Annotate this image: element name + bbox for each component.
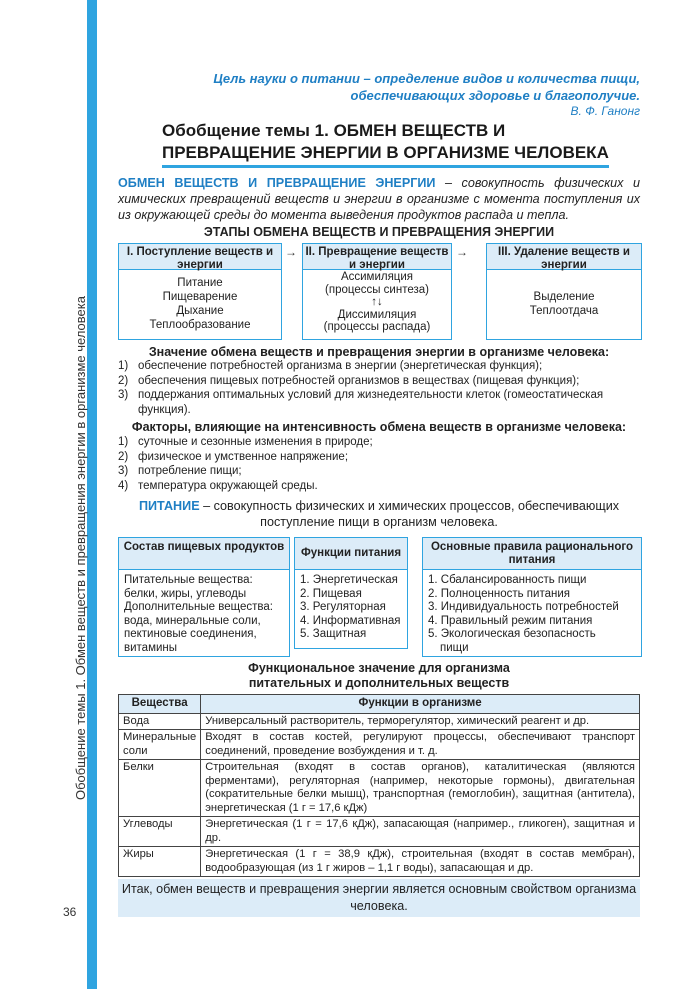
table-row: Минеральные соли Входят в состав костей, регулируют процессы, обеспечивают транспорт соединений, проведение возбуждения и т. д. (119, 730, 640, 760)
stage-title: III. Удаление веществ и энергии (487, 244, 641, 270)
significance-list (118, 359, 640, 417)
nutrition-functions-box (294, 537, 408, 649)
table-row: Жиры Энергетическая (1 г = 38,9 кДж), строительная (входят в состав мембран), водообразующая (из 1 г жиров – 1,1 г воды), запасающая и др. (119, 847, 640, 877)
list-item: 1) обеспечение потребностей организма в энергии (энергетическая функция); (118, 360, 543, 372)
box-body: 1. Энергетическая 2. Пищевая 3. Регуляторная 4. Информативная 5. Защитная (300, 574, 401, 640)
stage-line: Пищеварение (162, 291, 238, 303)
substances-functions-table (118, 694, 640, 877)
epigraph-line-2: обеспечивающих здоровье и благополучие. (350, 88, 640, 103)
page-sidebar: Обобщение темы 1. Обмен веществ и превращения энергии в организме человека 36 (0, 0, 97, 989)
stage-line: (процессы синтеза) (325, 283, 429, 296)
metabolism-definition (118, 175, 640, 223)
stage-line: Ассимиляция (340, 271, 414, 283)
table-row: Белки Строительная (входят в состав органов), каталитическая (являются ферментами), регуляторная (например, некоторые гормоны), двигательная (сократительные белки мышц), транспортная (гемоглобин), защитная (антитела), энергетическая (1 г = 17,6 кДж) (119, 760, 640, 817)
box-title: Функции питания (295, 538, 407, 570)
stage-line: Теплоотдача (529, 305, 599, 317)
box-title: Основные правила рационального питания (423, 538, 641, 570)
stage-line: (процессы распада) (323, 321, 431, 333)
column-header-functions: Функции в организме (201, 695, 640, 714)
stage-box-removal (486, 243, 642, 340)
stage-line: Теплообразование (149, 319, 251, 331)
definition-term: ОБМЕН ВЕЩЕСТВ И ПРЕВРАЩЕНИЕ ЭНЕРГИИ (118, 176, 436, 190)
stages-heading: ЭТАПЫ ОБМЕНА ВЕЩЕСТВ И ПРЕВРАЩЕНИЯ ЭНЕРГИИ (203, 225, 555, 239)
epigraph (120, 70, 640, 104)
stage-title: II. Превращение веществ и энергии (303, 244, 451, 270)
stage-body (487, 270, 641, 318)
nutrition-definition (118, 498, 640, 530)
title-line-1: Обобщение темы 1. ОБМЕН ВЕЩЕСТВ И (162, 121, 506, 140)
stage-line: Диссимиляция (337, 308, 417, 321)
definition-text: – совокупность физических и химических превращений веществ и энергии в организме с момента поступления их из окружающей среды до момента выведения продуктов распада и тепла. (118, 176, 641, 222)
table-header-row (119, 695, 640, 714)
box-body: 1. Сбалансированность пищи 2. Полноценность питания 3. Индивидуальность потребностей 4. Правильный режим питания 5. Экологическая безопасность пищи (428, 574, 619, 654)
stage-box-intake (118, 243, 282, 340)
rational-nutrition-rules-box (422, 537, 642, 657)
stage-box-transformation (302, 243, 452, 340)
stage-line: Дыхание (176, 305, 224, 317)
summary-box: Итак, обмен веществ и превращения энергии является основным свойством организма человека. (118, 879, 640, 917)
page-number: 36 (63, 905, 77, 919)
list-item: 1) суточные и сезонные изменения в природе; (118, 436, 373, 448)
page-title (162, 120, 642, 168)
factors-list (118, 435, 640, 493)
table-row: Углеводы Энергетическая (1 г = 17,6 кДж), запасающая (например., гликоген), защитная и др. (119, 817, 640, 847)
up-down-arrows-icon: ↑↓ (371, 296, 383, 308)
stage-title: I. Поступление веществ и энергии (119, 244, 281, 270)
list-item: 2) обеспечения пищевых потребностей организмов в веществах (пищевая функция); (118, 374, 580, 387)
food-composition-box (118, 537, 290, 657)
epigraph-line-1: Цель науки о питании – определение видов и количества пищи, (213, 71, 640, 86)
table-row: Вода Универсальный растворитель, терморегулятор, химический реагент и др. (119, 713, 640, 730)
factors-heading: Факторы, влияющие на интенсивность обмена веществ в организме человека: (131, 420, 627, 434)
stage-arrow-icon: → (285, 245, 297, 259)
functional-heading: Функциональное значение для организма питательных и дополнительных веществ (248, 661, 510, 690)
list-item: 4) температура окружающей среды. (118, 479, 318, 492)
list-item: 2) физическое и умственное напряжение; (118, 450, 349, 463)
epigraph-author: В. Ф. Ганонг (570, 104, 640, 118)
stage-line: Питание (177, 277, 223, 289)
sidebar-accent-bar (87, 0, 97, 989)
significance-heading: Значение обмена веществ и превращения энергии в организме человека: (148, 345, 610, 359)
box-title: Состав пищевых продуктов (119, 538, 289, 570)
list-item: 3) потребление пищи; (118, 465, 242, 477)
stage-arrow-icon: → (456, 245, 468, 259)
nutrition-term: ПИТАНИЕ (138, 499, 200, 513)
stage-line: Выделение (533, 291, 595, 303)
stage-body (119, 270, 281, 332)
nutrition-text: – совокупность физических и химических процессов, обеспечивающих поступление пищи в организм человека. (199, 499, 620, 529)
list-item: 3) поддержания оптимальных условий для жизнедеятельности клеток (гомеостатическая функция). (118, 389, 604, 416)
column-header-substances: Вещества (119, 695, 201, 714)
stage-body (303, 270, 451, 334)
title-line-2: ПРЕВРАЩЕНИЕ ЭНЕРГИИ В ОРГАНИЗМЕ ЧЕЛОВЕКА (162, 142, 609, 168)
box-body: Питательные вещества: белки, жиры, углеводы Дополнительные вещества: вода, минеральные соли, пектиновые соединения, витамины (124, 574, 273, 654)
